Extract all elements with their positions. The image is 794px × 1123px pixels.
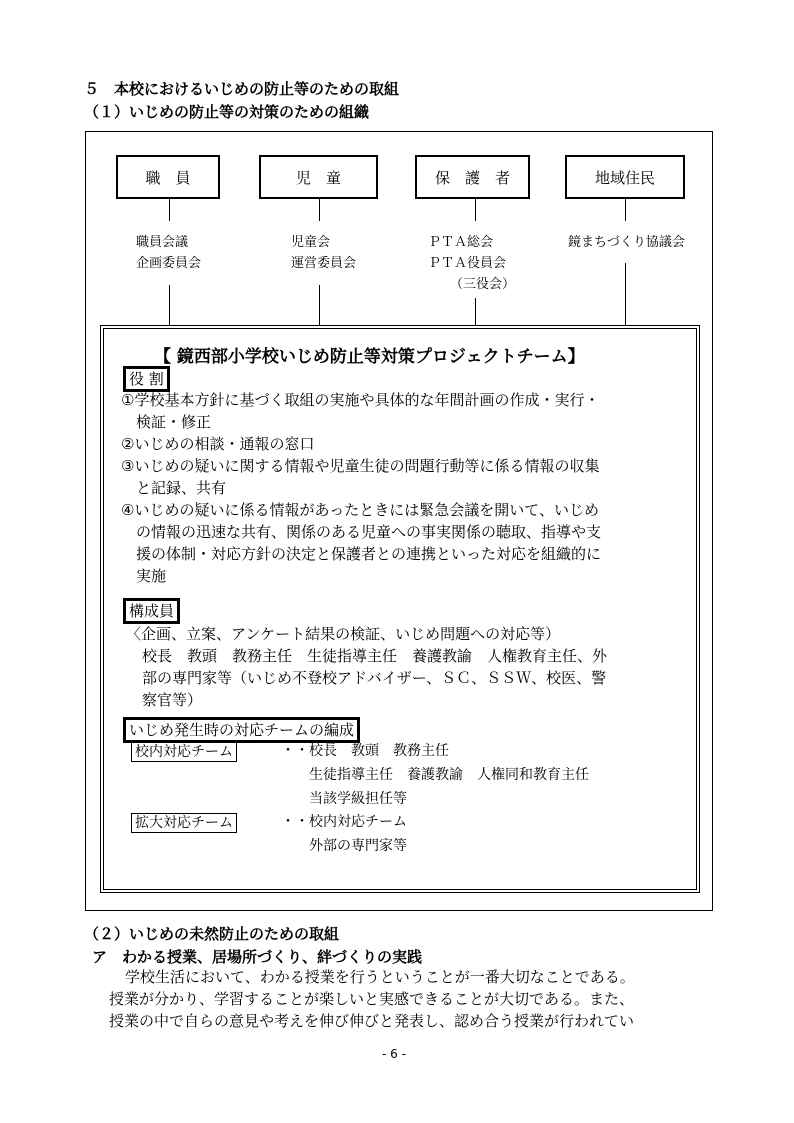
members-list xyxy=(126,623,607,711)
connector-line xyxy=(625,199,626,221)
role-item: 検証・修正 xyxy=(136,413,212,431)
members-line: 〈企画、立案、アンケート結果の検証、いじめ問題への対応等） xyxy=(126,625,561,643)
role-item: 援の体制・対応方針の決定と保護者との連携といった対応を組織的に xyxy=(136,545,602,563)
connector-line xyxy=(169,199,170,221)
members-line: 察官等） xyxy=(142,691,203,709)
connector-line xyxy=(625,263,626,325)
body-line: 学校生活において、わかる授業を行うということが一番大切なことである。 xyxy=(125,968,635,986)
members-line: 校長 教頭 教務主任 生徒指導主任 養護教諭 人権教育主任、外 xyxy=(142,647,608,665)
subsection-heading-organization: （１）いじめの防止等の対策のための組織 xyxy=(84,103,370,121)
school-team-line: ・・校長 教頭 教務主任 xyxy=(281,743,449,759)
school-team-label: 校内対応チーム xyxy=(131,742,237,762)
members-label: 構成員 xyxy=(123,598,180,624)
guardians-sub-item: ＰＴＡ総会 xyxy=(428,235,494,250)
connector-line xyxy=(319,285,320,325)
school-team-line: 生徒指導主任 養護教諭 人権同和教育主任 xyxy=(309,767,589,783)
role-item: 実施 xyxy=(136,567,167,585)
children-sub-list xyxy=(291,232,356,274)
role-item: ③いじめの疑いに関する情報や児童生徒の問題行動等に係る情報の収集 xyxy=(121,457,600,475)
section-heading: ５ 本校におけるいじめの防止等のための取組 xyxy=(84,80,400,98)
guardians-sub-list xyxy=(428,232,515,295)
org-box-children: 児 童 xyxy=(259,155,378,199)
guardians-sub-item: （三役会） xyxy=(450,277,516,292)
role-item: ①学校基本方針に基づく取組の実施や具体的な年間計画の作成・実行・ xyxy=(121,391,600,409)
expanded-team-line: 外部の専門家等 xyxy=(309,838,407,854)
school-team-line: 当該学級担任等 xyxy=(309,791,407,807)
page-number: - 6 - xyxy=(382,1047,406,1061)
residents-sub-list xyxy=(568,232,685,253)
staff-sub-item: 職員会議 xyxy=(136,235,189,250)
body-line: 授業が分かり、学習することが楽しいと実感できることが大切である。また、 xyxy=(109,990,635,1008)
children-sub-item: 児童会 xyxy=(291,235,331,250)
role-label: 役 割 xyxy=(123,366,170,392)
staff-sub-list xyxy=(136,232,201,274)
role-item: の情報の迅速な共有、関係のある児童への事実関係の聴取、指導や支 xyxy=(136,523,602,541)
expanded-team-line: ・・校内対応チーム xyxy=(281,814,407,830)
connector-line xyxy=(319,199,320,221)
staff-sub-item: 企画委員会 xyxy=(136,256,202,271)
item-heading-a: ア わかる授業、居場所づくり、絆づくりの実践 xyxy=(92,948,423,966)
role-item: ④いじめの疑いに係る情報があったときには緊急会議を開いて、いじめ xyxy=(121,501,600,519)
children-sub-item: 運営委員会 xyxy=(291,256,357,271)
connector-line xyxy=(169,285,170,325)
role-item: ②いじめの相談・通報の窓口 xyxy=(121,435,315,453)
role-list xyxy=(121,389,601,587)
members-line: 部の専門家等（いじめ不登校アドバイザー、ＳＣ、ＳＳＷ、校医、警 xyxy=(142,669,607,687)
connector-line xyxy=(475,199,476,221)
org-box-guardians: 保 護 者 xyxy=(415,155,530,199)
org-box-staff: 職 員 xyxy=(116,155,220,199)
subsection-heading-prevention: （２）いじめの未然防止のための取組 xyxy=(84,925,340,943)
role-item: と記録、共有 xyxy=(136,479,227,497)
expanded-team-label: 拡大対応チーム xyxy=(131,813,237,833)
body-paragraph xyxy=(109,966,635,1032)
connector-line xyxy=(475,298,476,325)
guardians-sub-item: ＰＴＡ役員会 xyxy=(428,256,507,271)
response-team-label: いじめ発生時の対応チームの編成 xyxy=(123,717,360,743)
org-box-residents: 地域住民 xyxy=(565,155,685,199)
residents-sub-item: 鏡まちづくり協議会 xyxy=(568,235,685,250)
body-line: 授業の中で自らの意見や考えを伸び伸びと発表し、認め合う授業が行われてい xyxy=(109,1012,635,1030)
project-team-title: 【 鏡西部小学校いじめ防止等対策プロジェクトチーム】 xyxy=(154,347,585,367)
